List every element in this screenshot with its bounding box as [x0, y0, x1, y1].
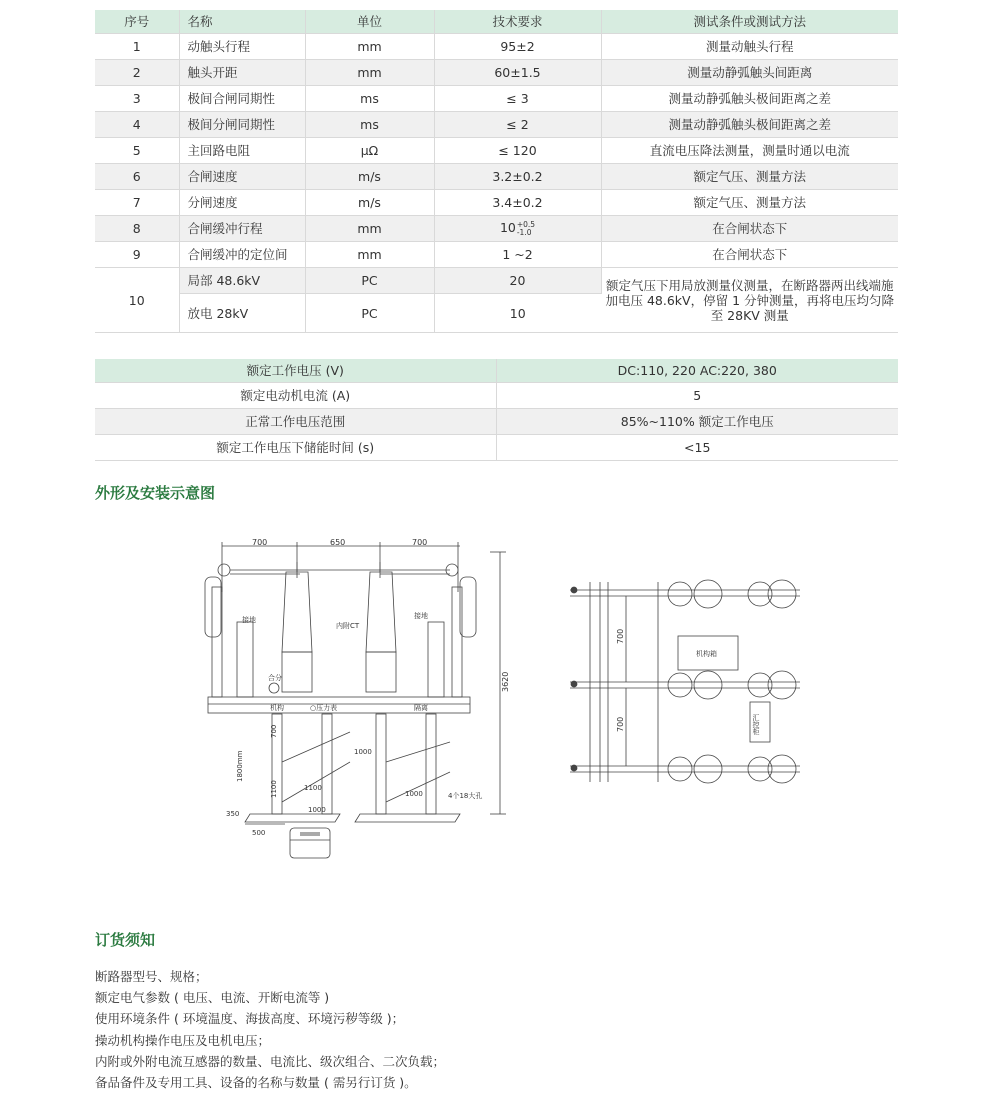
label-pressure: ○压力表	[310, 704, 338, 712]
cell-req: ≤ 3	[434, 86, 601, 112]
dim-350: 350	[226, 810, 240, 818]
header-cell: 单位	[305, 10, 434, 34]
cell-no: 7	[95, 190, 179, 216]
cell-req: 3.2±0.2	[434, 164, 601, 190]
table-row	[95, 435, 898, 461]
cell-method: 测量动触头行程	[705, 39, 794, 54]
table-row	[95, 138, 898, 164]
header-cell: 名称	[179, 10, 305, 34]
electrical-table-header	[95, 359, 898, 383]
cell-param: 正常工作电压范围	[95, 409, 496, 435]
cell-method: 测量动静弧触头极间距离之差	[601, 112, 898, 138]
cell-unit: mm	[305, 242, 434, 268]
order-note: 备品备件及专用工具、设备的名称与数量 ( 需另行订货 )。	[95, 1075, 417, 1091]
table-row	[95, 86, 898, 112]
cell-value: 5	[693, 388, 702, 403]
order-note: 断路器型号、规格；	[95, 969, 208, 984]
cell-name: 合闸缓冲的定位间	[179, 242, 305, 268]
cell-method: 额定气压、测量方法	[693, 195, 806, 210]
label-ct: 内附CT	[336, 622, 360, 630]
cell-req: 3.4±0.2	[434, 190, 601, 216]
cell-no: 8	[95, 216, 179, 242]
header-cell: 测试条件或测试方法	[601, 10, 898, 34]
cell-req: 1 ~2	[434, 242, 601, 268]
spec-table	[95, 10, 898, 333]
dim-500: 500	[252, 829, 266, 837]
table-row	[95, 383, 898, 409]
dim-a: 700	[616, 628, 625, 644]
dim-1000a: 1000	[354, 748, 372, 756]
header-cell: 序号	[95, 10, 179, 34]
cell-unit: ms	[305, 112, 434, 138]
front-elevation-drawing	[190, 532, 520, 862]
cell-unit: m/s	[305, 164, 434, 190]
section-title-order: 订货须知	[95, 931, 156, 949]
cell-name: 主回路电阻	[179, 138, 305, 164]
cell-req: 60±1.5	[434, 60, 601, 86]
cell-req: 95±2	[434, 34, 601, 60]
req-sup: +0.5	[516, 219, 536, 229]
table-row	[95, 190, 898, 216]
cell-no: 9	[95, 242, 179, 268]
cell-unit: PC	[305, 268, 434, 294]
table-row	[95, 60, 898, 86]
cell-name: 触头开距	[179, 60, 305, 86]
label-mechanism: 机构	[270, 704, 284, 712]
cell-no: 6	[95, 164, 179, 190]
cell-req: ≤ 2	[434, 112, 601, 138]
cell-name: 分闸速度	[179, 190, 305, 216]
dim-height: 3620	[501, 671, 510, 692]
order-notes	[95, 966, 445, 1093]
label-isolation: 隔离	[414, 704, 428, 712]
dim-700-leg: 700	[270, 724, 278, 738]
cell-no: 5	[95, 138, 179, 164]
dim-1000b: 1000	[405, 790, 423, 798]
req-base: 10	[499, 220, 516, 236]
cell-name: 合闸速度	[179, 164, 305, 190]
table-row	[95, 164, 898, 190]
cell-unit: mm	[305, 34, 434, 60]
cell-method: 在合闸状态下	[601, 216, 898, 242]
cell-req	[434, 216, 601, 242]
electrical-table	[95, 359, 898, 461]
section-title-drawing: 外形及安装示意图	[95, 484, 216, 502]
cell-unit: μΩ	[305, 138, 434, 164]
header-cell: 技术要求	[434, 10, 601, 34]
cell-method: 直流电压降法测量，测量时通以电流	[649, 143, 850, 158]
top-plan-drawing	[560, 572, 810, 792]
dim-700-right: 700	[412, 538, 428, 547]
dim-650: 650	[330, 538, 346, 547]
cell-method: 额定气压、测量方法	[601, 164, 898, 190]
cell-no: 1	[95, 34, 179, 60]
spec-table-header	[95, 10, 898, 34]
order-note: 额定电气参数 ( 电压、电流、开断电流等 )	[95, 990, 330, 1006]
cell-param: 额定电动机电流 (A)	[95, 383, 496, 409]
cell-param: 额定工作电压下储能时间 (s)	[95, 435, 496, 461]
cell-unit: PC	[305, 294, 434, 333]
cell-param: 额定工作电压 (V)	[95, 359, 496, 383]
cell-name: 极间分闸同期性	[179, 112, 305, 138]
order-note: 使用环境条件 ( 环境温度、海拔高度、环境污秽等级 )；	[95, 1011, 405, 1027]
cell-value: <15	[684, 440, 711, 455]
table-row	[95, 268, 898, 294]
table-row	[95, 112, 898, 138]
table-row	[95, 34, 898, 60]
cell-value: DC:110, 220 AC:220, 380	[496, 359, 898, 383]
dim-1000c: 1000	[308, 806, 326, 814]
req-sub: -1.0	[516, 227, 532, 237]
cell-no: 3	[95, 86, 179, 112]
cell-unit: m/s	[305, 190, 434, 216]
dim-1800: 1800mm	[236, 750, 244, 782]
dim-b: 700	[616, 716, 625, 732]
cell-name: 放电 28kV	[179, 294, 305, 333]
cell-name: 动触头行程	[179, 34, 305, 60]
cell-method: 测量动静弧触头极间距离之差	[668, 91, 831, 106]
cell-req: 10	[509, 305, 526, 321]
cell-unit: ms	[305, 86, 434, 112]
cell-req: ≤ 120	[434, 138, 601, 164]
table-row	[95, 409, 898, 435]
label-holes: 4个18大孔	[448, 792, 483, 800]
table-row	[95, 242, 898, 268]
label-mech-box: 机构箱	[696, 650, 717, 658]
dim-1100a: 1100	[270, 780, 278, 798]
order-note: 操动机构操作电压及电机电压；	[95, 1032, 271, 1048]
cell-method: 测量动静弧触头间距离	[601, 60, 898, 86]
cell-name: 合闸缓冲行程	[179, 216, 305, 242]
cell-no: 10	[95, 268, 179, 333]
cell-name: 极间合闸同期性	[179, 86, 305, 112]
table-row	[95, 216, 898, 242]
cell-no: 2	[95, 60, 179, 86]
label-ground-right: 接地	[414, 612, 428, 620]
dim-700-left: 700	[252, 538, 268, 547]
cell-value: 85%~110% 额定工作电压	[496, 409, 898, 435]
cell-unit: mm	[305, 60, 434, 86]
label-switch: 合分	[268, 674, 282, 682]
dim-1100b: 1100	[304, 784, 322, 792]
label-ground-left: 接地	[242, 616, 256, 624]
label-control: 汇控柜	[752, 714, 760, 735]
cell-method: 在合闸状态下	[712, 247, 788, 262]
cell-name: 局部 48.6kV	[179, 268, 305, 294]
cell-req: 20	[434, 268, 601, 294]
cell-method: 额定气压下用局放测量仪测量，在断路器两出线端施加电压 48.6kV，停留 1 分钟测量，再将电压均匀降至 28KV 测量	[601, 268, 898, 333]
cell-unit: mm	[305, 216, 434, 242]
cell-no: 4	[95, 112, 179, 138]
order-note: 内附或外附电流互感器的数量、电流比、级次组合、二次负载；	[95, 1053, 446, 1069]
